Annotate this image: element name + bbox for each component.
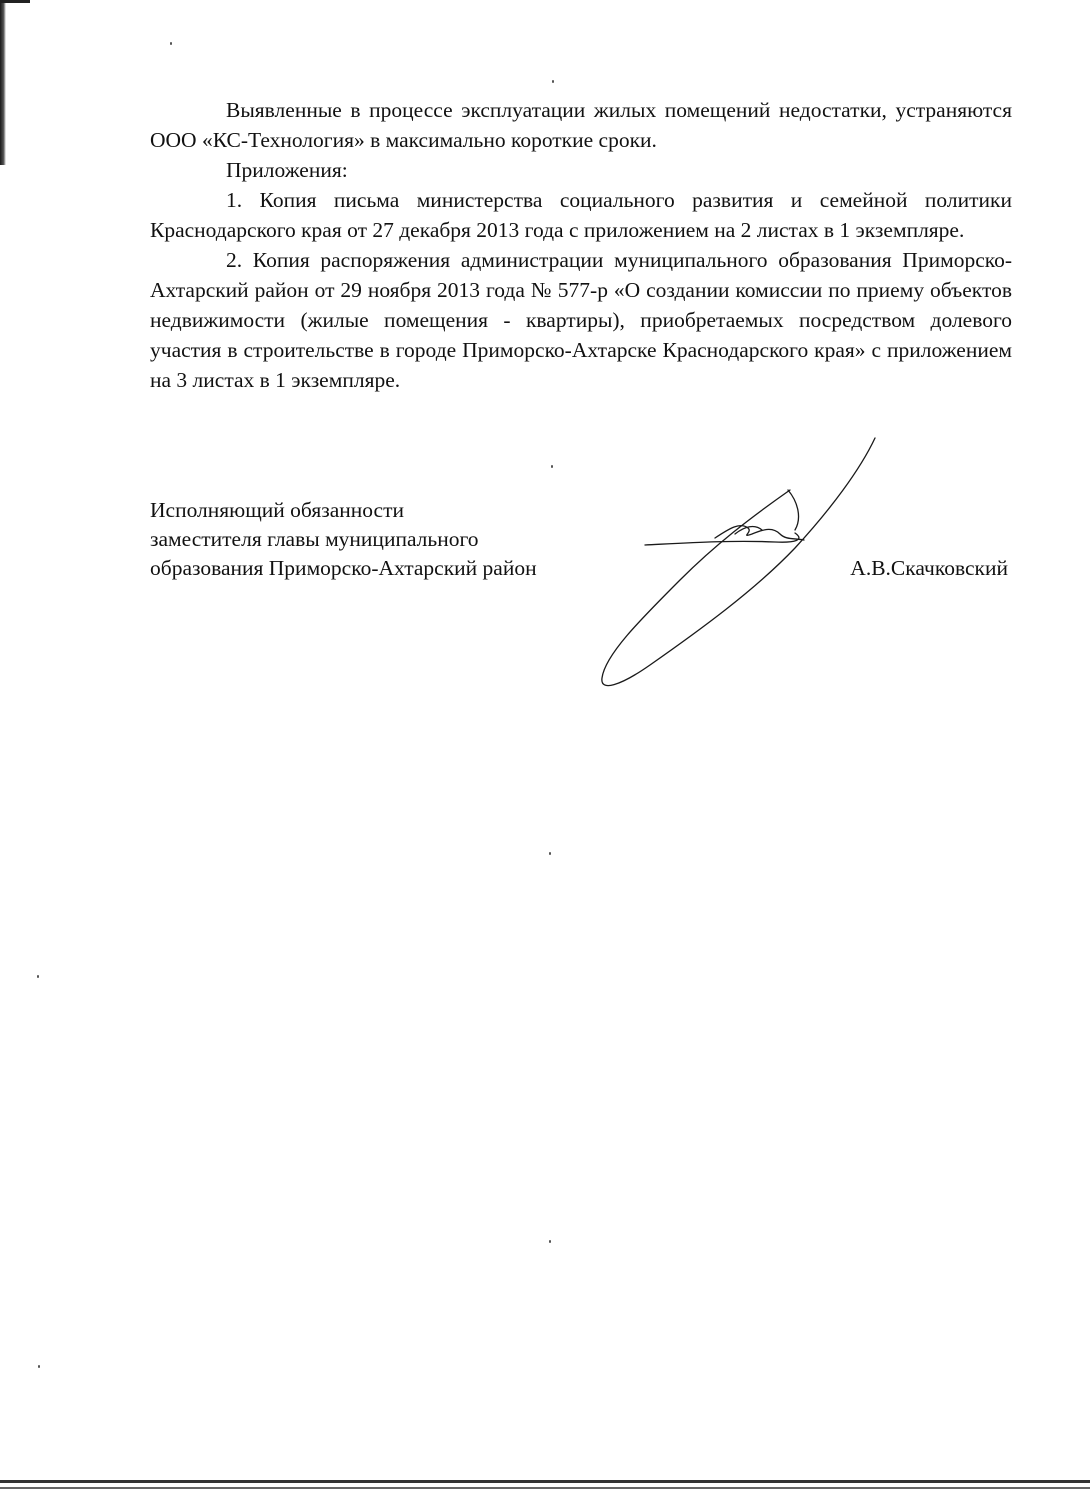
scan-edge-bottom — [0, 1480, 1090, 1483]
paragraph-attachment-1: 1. Копия письма министерства социального развития и семейной политики Краснодарского края от 27 декабря 2013 года с приложением на 2 листах в 1 экземпляре. — [150, 188, 1012, 242]
scan-speck — [552, 80, 554, 83]
scan-edge-bottom-secondary — [0, 1487, 1090, 1489]
scan-speck — [549, 852, 551, 855]
scan-speck — [549, 1240, 551, 1243]
signatory-position-line-3: образования Приморско-Ахтарский район — [150, 556, 537, 580]
scan-edge-left — [0, 0, 6, 165]
signature-block — [150, 496, 1012, 583]
signatory-name: А.В.Скачковский — [850, 556, 1008, 580]
signatory-last-line — [150, 554, 1012, 583]
scan-edge-top — [0, 0, 30, 3]
paragraph-defects: Выявленные в процессе эксплуатации жилых помещений недостатки, устраняются ООО «КС-Технология» в максимально короткие сроки. — [150, 98, 1012, 152]
signatory-position-line-2: заместителя главы муниципального — [150, 527, 479, 551]
signatory-position-line-1: Исполняющий обязанности — [150, 498, 404, 522]
scan-speck — [170, 42, 172, 45]
scan-speck — [37, 975, 39, 978]
scan-speck — [38, 1365, 40, 1368]
paragraph-attachments-heading: Приложения: — [226, 158, 348, 182]
scan-speck — [551, 465, 553, 468]
body-text — [150, 95, 1012, 395]
paragraph-attachment-2: 2. Копия распоряжения администрации муниципального образования Приморско-Ахтарский район от 29 ноября 2013 года № 577-р «О создании комиссии по приему объектов недвижимости (жилые помещения - квартиры), приобретаемых посредством долевого участия в строительстве в городе Приморско-Ахтарске Краснодарского края» с приложением на 3 листах в 1 экземпляре. — [150, 248, 1012, 392]
